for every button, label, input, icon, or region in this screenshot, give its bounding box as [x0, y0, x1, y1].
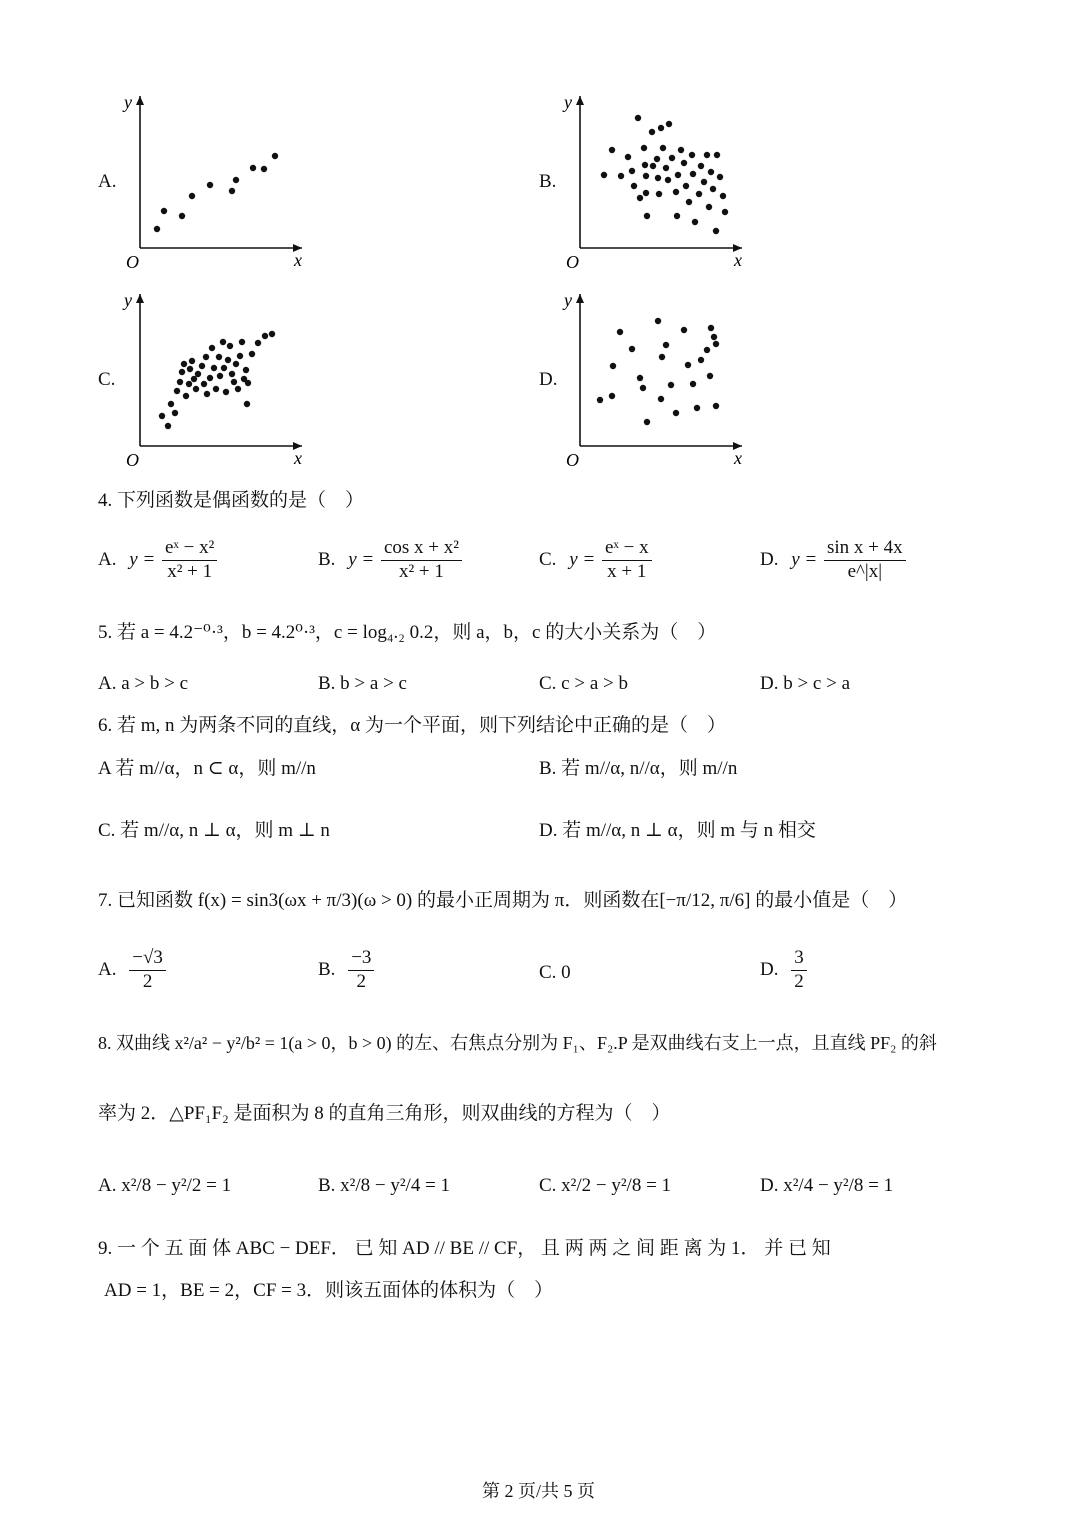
q8-option-d: D. x²/4 − y²/8 = 1: [760, 1175, 894, 1196]
origin-label: O: [126, 450, 139, 470]
q8-stem-line2: 率为 2．△PF₁F₂ 是面积为 8 的直角三角形，则双曲线的方程为（ ）: [98, 1103, 671, 1124]
scatter-graph-a: [120, 88, 310, 273]
q6-option-a: A 若 m//α，n ⊂ α，则 m//n: [98, 758, 316, 779]
scatter-point: [659, 354, 665, 360]
scatter-point: [189, 358, 195, 364]
scatter-point: [637, 375, 643, 381]
q4-c-label: C.: [539, 548, 557, 570]
q7-d-num: 3: [791, 948, 807, 971]
q7-option-c: C. 0: [539, 962, 571, 983]
scatter-point: [658, 396, 664, 402]
scatter-point: [717, 174, 723, 180]
q7-option-d: [760, 948, 809, 993]
q5-option-b: B. b > a > c: [318, 673, 407, 694]
q9-line1: 9. 一 个 五 面 体 ABC − DEF． 已 知 AD // BE // CF， 且 两 两 之 间 距 离 为 1． 并 已 知: [98, 1238, 831, 1259]
scatter-point: [207, 375, 213, 381]
q7-b-num: −3: [348, 948, 374, 971]
scatter-point: [189, 193, 195, 199]
scatter-point: [154, 226, 160, 232]
x-axis-label: x: [734, 448, 742, 468]
scatter-point: [610, 363, 616, 369]
scatter-point: [168, 401, 174, 407]
scatter-point: [209, 345, 215, 351]
scatter-point: [229, 188, 235, 194]
q7-a-frac: [129, 948, 166, 993]
scatter-point: [640, 385, 646, 391]
q7-stem-part3: [−π/12, π/6] 的最小值是（ ）: [659, 890, 908, 911]
q4-b-frac: [381, 538, 462, 583]
q7-stem-part2: (ωx + π/3)(ω > 0) 的最小正周期为 π．则函数在: [278, 890, 660, 911]
scatter-point: [681, 160, 687, 166]
q4-option-d: [760, 538, 908, 583]
scatter-point: [229, 371, 235, 377]
scatter-point: [618, 173, 624, 179]
scatter-point: [713, 341, 719, 347]
scatter-point: [714, 152, 720, 158]
scatter-point: [199, 363, 205, 369]
scatter-point: [262, 333, 268, 339]
y-arrow-icon: [576, 294, 584, 303]
scatter-point: [161, 208, 167, 214]
scatter-point: [690, 381, 696, 387]
q5-option-a: A. a > b > c: [98, 673, 189, 694]
scatter-point: [694, 405, 700, 411]
scatter-point: [690, 171, 696, 177]
scatter-point: [660, 145, 666, 151]
scatter-point: [204, 391, 210, 397]
scatter-point: [179, 369, 185, 375]
option-label-d: D.: [539, 369, 558, 390]
scatter-point: [711, 334, 717, 340]
scatter-point: [644, 419, 650, 425]
y-arrow-icon: [136, 294, 144, 303]
scatter-point: [643, 190, 649, 196]
scatter-point: [629, 346, 635, 352]
scatter-point: [656, 191, 662, 197]
q5-option-d: D. b > c > a: [760, 673, 851, 694]
scatter-point: [191, 376, 197, 382]
scatter-point: [631, 183, 637, 189]
scatter-point: [172, 410, 178, 416]
scatter-point: [710, 186, 716, 192]
option-label-c: C.: [98, 369, 116, 390]
scatter-point: [233, 177, 239, 183]
scatter-point: [674, 213, 680, 219]
scatter-point: [269, 331, 275, 337]
option-label-a: A.: [98, 171, 117, 192]
q4-c-yeq: y =: [569, 548, 596, 570]
scatter-point: [177, 379, 183, 385]
q7-a-label: A.: [98, 958, 117, 980]
q4-b-num: cos x + x²: [381, 538, 462, 561]
scatter-point: [243, 367, 249, 373]
scatter-point: [250, 165, 256, 171]
scatter-point: [174, 388, 180, 394]
scatter-point: [720, 193, 726, 199]
q7-option-b: [318, 948, 376, 993]
scatter-point: [213, 386, 219, 392]
scatter-point: [223, 389, 229, 395]
scatter-point: [233, 361, 239, 367]
scatter-point: [601, 172, 607, 178]
q6-stem: 6. 若 m, n 为两条不同的直线，α 为一个平面，则下列结论中正确的是（ ）: [98, 715, 726, 736]
scatter-point: [678, 147, 684, 153]
q4-c-den: x + 1: [607, 560, 647, 582]
scatter-point: [193, 386, 199, 392]
scatter-point: [231, 379, 237, 385]
scatter-point: [186, 381, 192, 387]
y-axis-label: y: [124, 92, 132, 112]
scatter-point: [255, 340, 261, 346]
scatter-point: [183, 393, 189, 399]
q5-option-c: C. c > a > b: [539, 673, 628, 694]
scatter-point: [239, 339, 245, 345]
scatter-point: [261, 166, 267, 172]
scatter-point: [692, 219, 698, 225]
q4-d-num: sin x + 4x: [824, 538, 906, 561]
scatter-point: [689, 152, 695, 158]
q5-stem: 5. 若 a = 4.2⁻⁰·³，b = 4.2⁰·³，c = log₄.₂ 0.2，则 a，b，c 的大小关系为（ ）: [98, 622, 717, 643]
q4-c-frac: [602, 538, 652, 583]
scatter-point: [237, 353, 243, 359]
origin-label: O: [126, 252, 139, 272]
q8-option-a: A. x²/8 − y²/2 = 1: [98, 1175, 232, 1196]
q7-b-den: 2: [356, 970, 367, 992]
option-label-b: B.: [539, 171, 557, 192]
y-axis-label: y: [564, 92, 572, 112]
scatter-point: [649, 129, 655, 135]
q4-b-den: x² + 1: [398, 560, 444, 582]
q4-a-label: A.: [98, 548, 117, 570]
scatter-graph-d: [560, 286, 750, 471]
scatter-point: [650, 163, 656, 169]
scatter-point: [225, 357, 231, 363]
scatter-point: [698, 357, 704, 363]
scatter-point: [673, 189, 679, 195]
q4-a-num: eˣ − x²: [162, 538, 217, 561]
scatter-point: [658, 125, 664, 131]
scatter-point: [675, 172, 681, 178]
scatter-point: [245, 380, 251, 386]
scatter-point: [707, 373, 713, 379]
scatter-point: [181, 361, 187, 367]
q7-a-num: −√3: [129, 948, 166, 971]
scatter-point: [641, 145, 647, 151]
scatter-point: [249, 351, 255, 357]
scatter-point: [216, 354, 222, 360]
y-arrow-icon: [576, 96, 584, 105]
q8-option-c: C. x²/2 − y²/8 = 1: [539, 1175, 672, 1196]
page-number: 第 2 页/共 5 页: [482, 1481, 596, 1501]
q6-option-b: B. 若 m//α, n//α，则 m//n: [539, 758, 738, 779]
scatter-point: [713, 228, 719, 234]
scatter-point: [698, 163, 704, 169]
scatter-point: [179, 213, 185, 219]
scatter-graph-c: [120, 286, 310, 471]
scatter-point: [629, 168, 635, 174]
scatter-point: [244, 401, 250, 407]
scatter-point: [235, 386, 241, 392]
scatter-point: [655, 175, 661, 181]
scatter-point: [668, 382, 674, 388]
q8-stem-line1: 8. 双曲线 x²/a² − y²/b² = 1(a > 0，b > 0) 的左、右焦点分别为 F₁、F₂.P 是双曲线右支上一点，且直线 PF₂ 的斜: [98, 1033, 937, 1053]
q6-option-c: C. 若 m//α, n ⊥ α，则 m ⊥ n: [98, 820, 330, 841]
scatter-point: [217, 373, 223, 379]
q4-a-yeq: y =: [129, 548, 156, 570]
q4-d-label: D.: [760, 548, 779, 570]
q4-b-yeq: y =: [348, 548, 375, 570]
y-axis-label: y: [564, 290, 572, 310]
q4-d-frac: [824, 538, 906, 583]
scatter-point: [713, 403, 719, 409]
q7-d-label: D.: [760, 958, 779, 980]
scatter-point: [211, 365, 217, 371]
q4-c-num: eˣ − x: [602, 538, 652, 561]
q9-line2: AD = 1，BE = 2，CF = 3．则该五面体的体积为（ ）: [104, 1280, 554, 1301]
q7-a-den: 2: [142, 970, 153, 992]
scatter-point: [681, 327, 687, 333]
scatter-point: [221, 365, 227, 371]
scatter-point: [722, 209, 728, 215]
scatter-point: [207, 182, 213, 188]
scatter-point: [666, 121, 672, 127]
q4-stem: 4. 下列函数是偶函数的是（ ）: [98, 490, 365, 511]
scatter-point: [643, 173, 649, 179]
scatter-point: [272, 153, 278, 159]
scatter-point: [706, 204, 712, 210]
q7-option-a: [98, 948, 168, 993]
scatter-point: [708, 325, 714, 331]
q7-d-frac: [791, 948, 807, 993]
scatter-point: [635, 115, 641, 121]
q7-d-den: 2: [794, 970, 804, 992]
q7-b-label: B.: [318, 958, 336, 980]
scatter-point: [683, 183, 689, 189]
scatter-point: [227, 343, 233, 349]
origin-label: O: [566, 450, 579, 470]
scatter-point: [686, 199, 692, 205]
x-axis-label: x: [294, 250, 302, 270]
scatter-point: [669, 155, 675, 161]
y-axis-label: y: [124, 290, 132, 310]
scatter-point: [203, 354, 209, 360]
origin-label: O: [566, 252, 579, 272]
q8-option-b: B. x²/8 − y²/4 = 1: [318, 1175, 451, 1196]
scatter-point: [187, 366, 193, 372]
q4-a-den: x² + 1: [167, 560, 213, 582]
x-axis-label: x: [294, 448, 302, 468]
q7-stem: [98, 890, 907, 913]
scatter-point: [637, 195, 643, 201]
scatter-point: [665, 177, 671, 183]
scatter-point: [195, 371, 201, 377]
scatter-point: [644, 213, 650, 219]
q4-d-den: e^|x|: [847, 560, 883, 582]
q7-b-frac: [348, 948, 374, 993]
q4-a-frac: [162, 538, 217, 583]
scatter-point: [708, 169, 714, 175]
scatter-point: [704, 347, 710, 353]
scatter-point: [597, 397, 603, 403]
scatter-point: [609, 393, 615, 399]
scatter-point: [696, 191, 702, 197]
scatter-point: [625, 154, 631, 160]
q4-option-a: [98, 538, 219, 583]
scatter-point: [655, 318, 661, 324]
q4-d-yeq: y =: [791, 548, 818, 570]
scatter-point: [609, 147, 615, 153]
scatter-point: [673, 410, 679, 416]
scatter-point: [617, 329, 623, 335]
q4-option-c: [539, 538, 654, 583]
x-axis-label: x: [734, 250, 742, 270]
scatter-point: [642, 162, 648, 168]
scatter-point: [159, 413, 165, 419]
q6-option-d: D. 若 m//α, n ⊥ α，则 m 与 n 相交: [539, 820, 816, 841]
scatter-point: [701, 179, 707, 185]
scatter-point: [663, 342, 669, 348]
scatter-point: [201, 381, 207, 387]
q7-stem-part1: 7. 已知函数 f(x) = sin3: [98, 890, 279, 911]
scatter-graph-b: [560, 88, 750, 273]
scatter-point: [165, 423, 171, 429]
y-arrow-icon: [136, 96, 144, 105]
scatter-point: [685, 362, 691, 368]
q4-b-label: B.: [318, 548, 336, 570]
scatter-point: [654, 156, 660, 162]
scatter-point: [220, 339, 226, 345]
scatter-point: [704, 152, 710, 158]
q4-option-b: [318, 538, 464, 583]
scatter-point: [663, 165, 669, 171]
